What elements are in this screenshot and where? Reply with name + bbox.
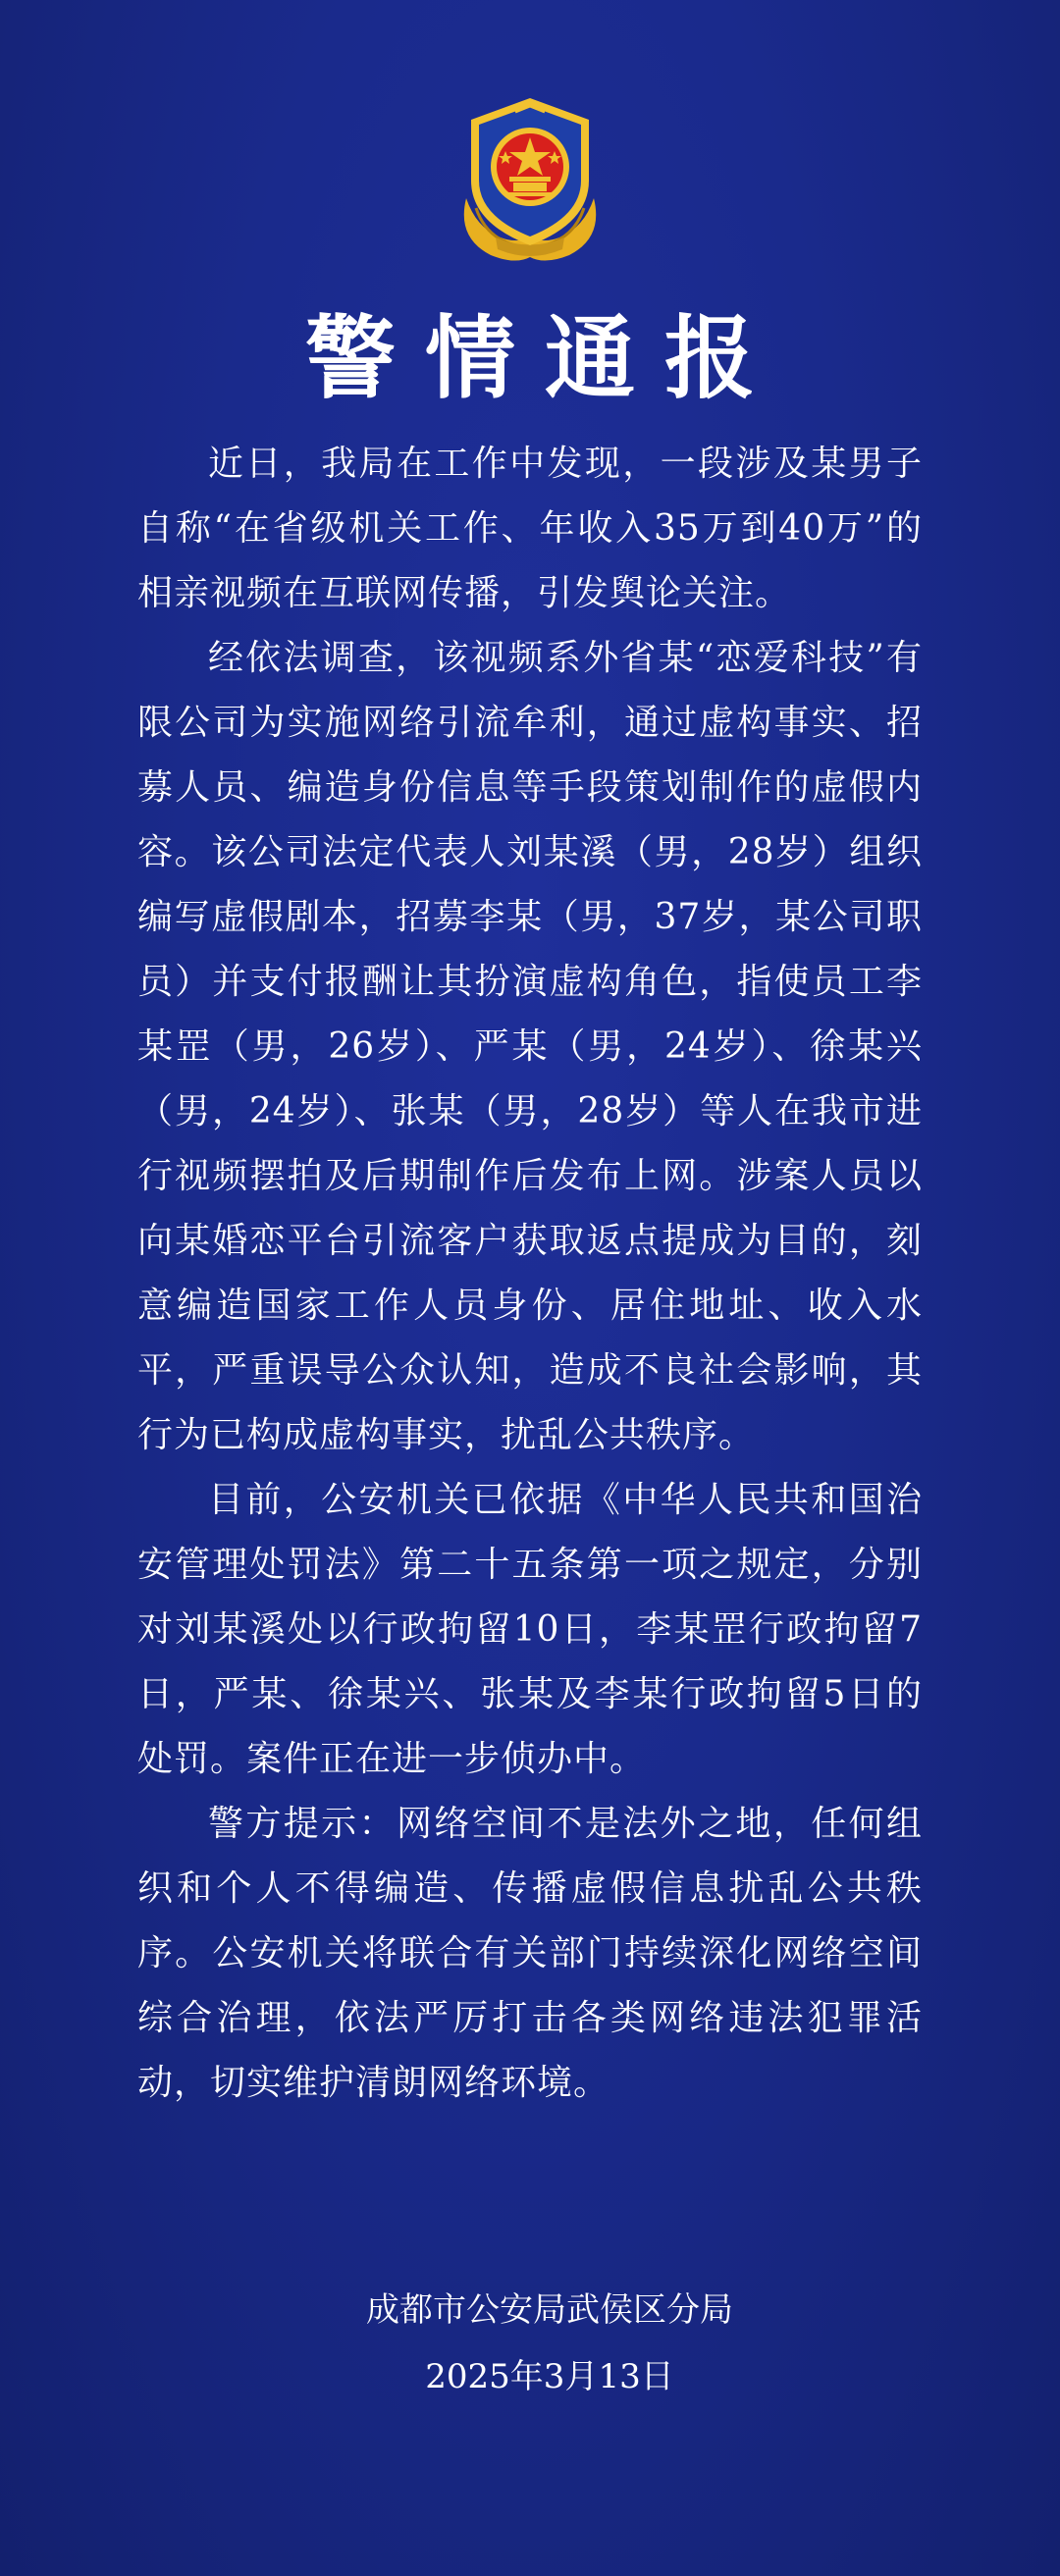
notice-body [137, 432, 923, 2116]
paragraph-3: 目前，公安机关已依据《中华人民共和国治安管理处罚法》第二十五条第一项之规定，分别对刘某溪处以行政拘留10日，李某罡行政拘留7日，严某、徐某兴、张某及李某行政拘留5日的处罚。案件正在进一步侦办中。 [137, 1480, 923, 1779]
paragraph-2: 经依法调查，该视频系外省某“恋爱科技”有限公司为实施网络引流牟利，通过虚构事实、招募人员、编造身份信息等手段策划制作的虚假内容。该公司法定代表人刘某溪（男，28岁）组织编写虚假剧本，招募李某（男，37岁，某公司职员）并支付报酬让其扮演虚构角色，指使员工李某罡（男，26岁）、严某（男，24岁）、徐某兴（男，24岁）、张某（男，28岁）等人在我市进行视频摆拍及后期制作后发布上网。涉案人员以向某婚恋平台引流客户获取返点提成为目的，刻意编造国家工作人员身份、居住地址、收入水平，严重误导公众认知，造成不良社会影响，其行为已构成虚构事实，扰乱公共秩序。 [137, 638, 923, 1455]
issuer: 成都市公安局武侯区分局 [366, 2290, 733, 2330]
paragraph-1: 近日，我局在工作中发现，一段涉及某男子自称“在省级机关工作、年收入35万到40万”的相亲视频在互联网传播，引发舆论关注。 [137, 444, 923, 613]
issue-date: 2025年3月13日 [425, 2357, 674, 2396]
signature-block [304, 2277, 795, 2410]
paragraph-4: 警方提示：网络空间不是法外之地，任何组织和个人不得编造、传播虚假信息扰乱公共秩序。公安机关将联合有关部门持续深化网络空间综合治理，依法严厉打击各类网络违法犯罪活动，切实维护清朗网络环境。 [137, 1804, 923, 2103]
police-emblem-icon [447, 90, 613, 265]
page-title: 警情通报 [304, 305, 784, 411]
